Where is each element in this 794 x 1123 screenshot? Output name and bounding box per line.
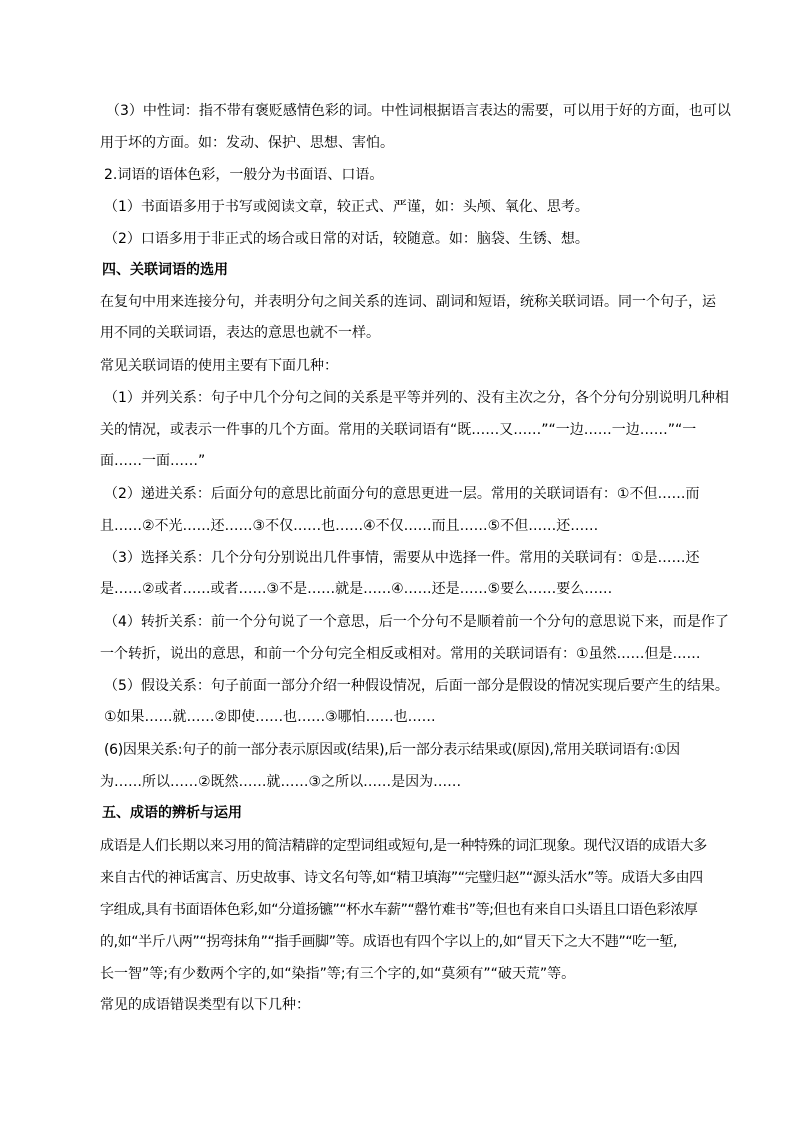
para-line: 关的情况，或表示一件事的几个方面。常用的关联词语有“既……又……”“一边……一边……”“一 xyxy=(100,422,697,438)
para-line: （3）选择关系：几个分句分别说出几件事情，需要从中选择一件。常用的关联词有：①是……还 xyxy=(104,550,700,566)
para-line: ①如果……就……②即使……也……③哪怕……也…… xyxy=(104,709,436,725)
para-line: 字组成,具有书面语体色彩,如“分道扬镳”“杯水车薪”“罄竹难书”等;但也有来自口头语且口语色彩浓厚 xyxy=(100,902,698,918)
para-line: （3）中性词：指不带有褒贬感情色彩的词。中性词根据语言表达的需要，可以用于好的方面，也可以 xyxy=(106,103,731,119)
para-line: 是……②或者……或者……③不是……就是……④……还是……⑤要么……要么…… xyxy=(100,581,613,597)
para-line: （1）并列关系：句子中几个分句之间的关系是平等并列的、没有主次之分，各个分句分别说明几种相 xyxy=(104,390,729,406)
para-line: 来自古代的神话寓言、历史故事、诗文名句等,如“精卫填海”“完璧归赵”“源头活水”等。成语大多由四 xyxy=(100,870,703,886)
para-line: 的,如“半斤八两”“拐弯抹角”“指手画脚”等。成语也有四个字以上的,如“冒天下之大不韪”“吃一堑, xyxy=(100,934,678,950)
para-line: 常见关联词语的使用主要有下面几种： xyxy=(100,358,338,374)
para-line: 用于坏的方面。如：发动、保护、思想、害怕。 xyxy=(100,135,394,151)
para-line: 用不同的关联词语，表达的意思也就不一样。 xyxy=(100,325,380,341)
para-line: 为……所以……②既然……就……③之所以……是因为…… xyxy=(100,774,462,790)
para-line: 面……一面……” xyxy=(100,453,206,469)
para-line: （2）口语多用于非正式的场合或日常的对话，较随意。如：脑袋、生锈、想。 xyxy=(104,231,589,247)
para-line: 且……②不光……还……③不仅……也……④不仅……而且……⑤不但……还…… xyxy=(100,518,599,534)
section-heading: 五、成语的辨析与运用 xyxy=(102,805,242,821)
para-line: 一个转折，说出的意思，和前一个分句完全相反或相对。常用的关联词语有：①虽然……但是…… xyxy=(100,646,701,662)
para-line: （1）书面语多用于书写或阅读文章，较正式、严谨，如：头颅、氧化、思考。 xyxy=(104,199,589,215)
para-line: 长一智”等;有少数两个字的,如“染指”等;有三个字的,如“莫须有”“破天荒”等。 xyxy=(100,966,576,982)
section-heading: 四、关联词语的选用 xyxy=(102,262,228,278)
para-line: 2.词语的语体色彩，一般分为书面语、口语。 xyxy=(104,167,384,183)
para-line: （2）递进关系：后面分句的意思比前面分句的意思更进一层。常用的关联词语有：①不但……而 xyxy=(104,486,700,502)
para-line: （5）假设关系：句子前面一部分介绍一种假设情况，后面一部分是假设的情况实现后要产生的结果。 xyxy=(104,678,729,694)
para-line: (6)因果关系:句子的前一部分表示原因或(结果),后一部分表示结果或(原因),常用关联词语有:①因 xyxy=(104,742,680,758)
para-line: 在复句中用来连接分句，并表明分句之间关系的连词、副词和短语，统称关联词语。同一个句子，运 xyxy=(100,294,716,310)
para-line: （4）转折关系：前一个分句说了一个意思，后一个分句不是顺着前一个分句的意思说下来，而是作了 xyxy=(104,614,729,630)
para-line: 成语是人们长期以来习用的简洁精辟的定型词组或短句,是一种特殊的词汇现象。现代汉语的成语大多 xyxy=(100,838,707,854)
para-line: 常见的成语错误类型有以下几种： xyxy=(100,997,310,1013)
